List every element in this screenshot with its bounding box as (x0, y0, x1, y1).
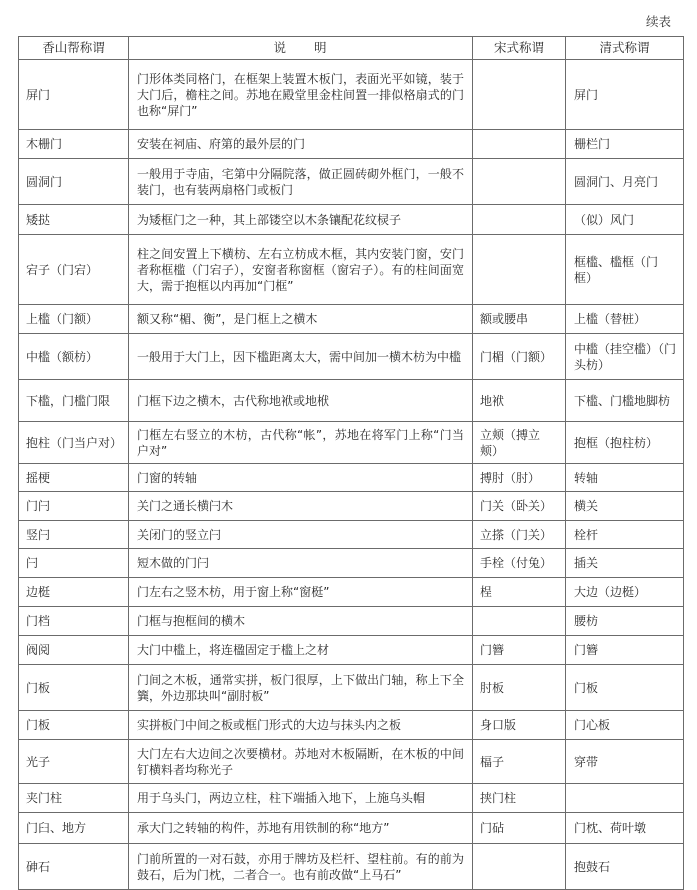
qing-term-cell: （似）风门 (566, 205, 684, 235)
xiangshan-term-cell: 矮挞 (19, 205, 129, 235)
qing-term-cell: 框槛、槛框（门框） (566, 235, 684, 305)
qing-term-cell: 栓杆 (566, 521, 684, 549)
song-term-cell: 地袱 (473, 380, 566, 422)
description-cell: 门前所置的一对石鼓，亦用于牌坊及栏杆、望柱前。有的前为鼓石，后为门枕，二者合一。也有前改做“上马石” (129, 844, 473, 890)
table-header-row (19, 37, 684, 60)
header-description: 说 明 (129, 37, 473, 60)
song-term-cell (473, 844, 566, 890)
description-cell: 一般用于寺庙，宅第中分隔院落，做正圆砖砌外框门，一般不装门，也有装两扇格门或板门 (129, 159, 473, 205)
qing-term-cell: 门心板 (566, 711, 684, 740)
song-term-cell (473, 607, 566, 636)
xiangshan-term-cell: 木栅门 (19, 130, 129, 159)
table-row (19, 813, 684, 844)
table-row (19, 844, 684, 890)
table-row (19, 549, 684, 578)
description-cell: 关闭门的竖立闩 (129, 521, 473, 549)
qing-term-cell: 中槛（挂空槛）（门头枋） (566, 334, 684, 380)
table-row (19, 464, 684, 492)
qing-term-cell: 门簪 (566, 636, 684, 665)
table-row (19, 130, 684, 159)
song-term-cell: 立颊（搏立颊） (473, 422, 566, 464)
qing-term-cell: 大边（边梃） (566, 578, 684, 607)
header-song-term: 宋式称谓 (473, 37, 566, 60)
table-row (19, 521, 684, 549)
table-row (19, 740, 684, 784)
description-cell: 门框下边之横木，古代称地袱或地栿 (129, 380, 473, 422)
song-term-cell: 挟门柱 (473, 784, 566, 813)
description-cell: 实拼板门中间之板或框门形式的大边与抹头内之板 (129, 711, 473, 740)
qing-term-cell: 腰枋 (566, 607, 684, 636)
description-cell: 额又称“楣、衡”，是门框上之横木 (129, 305, 473, 334)
description-cell: 短木做的门闩 (129, 549, 473, 578)
xiangshan-term-cell: 门板 (19, 711, 129, 740)
xiangshan-term-cell: 门闩 (19, 492, 129, 521)
qing-term-cell: 抱鼓石 (566, 844, 684, 890)
table-row (19, 334, 684, 380)
xiangshan-term-cell: 摇梗 (19, 464, 129, 492)
table-row (19, 492, 684, 521)
xiangshan-term-cell: 门臼、地方 (19, 813, 129, 844)
song-term-cell: 立搽（门关） (473, 521, 566, 549)
table-row (19, 607, 684, 636)
song-term-cell: 门砧 (473, 813, 566, 844)
description-cell: 用于乌头门，两边立柱，柱下端插入地下，上施乌头帽 (129, 784, 473, 813)
door-terminology-table (18, 36, 684, 890)
song-term-cell: 额或腰串 (473, 305, 566, 334)
description-cell: 承大门之转轴的构件，苏地有用铁制的称“地方” (129, 813, 473, 844)
description-cell: 门框左右竖立的木枋，古代称“帐”，苏地在将军门上称“门当户对” (129, 422, 473, 464)
song-term-cell: 搏肘（肘） (473, 464, 566, 492)
table-row (19, 578, 684, 607)
xiangshan-term-cell: 圆洞门 (19, 159, 129, 205)
qing-term-cell: 转轴 (566, 464, 684, 492)
description-cell: 柱之间安置上下横枋、左右立枋成木框，其内安装门窗，安门者称框槛（门宕子），安窗者称窗框（窗宕子）。有的柱间面宽大，需于抱框以内再加“门框” (129, 235, 473, 305)
table-row (19, 235, 684, 305)
xiangshan-term-cell: 闩 (19, 549, 129, 578)
song-term-cell: 门关（卧关） (473, 492, 566, 521)
header-qing-term: 清式称谓 (566, 37, 684, 60)
xiangshan-term-cell: 竖闩 (19, 521, 129, 549)
xiangshan-term-cell: 下槛，门槛门限 (19, 380, 129, 422)
table-row (19, 159, 684, 205)
description-cell: 门窗的转轴 (129, 464, 473, 492)
qing-term-cell: 横关 (566, 492, 684, 521)
song-term-cell: 身口版 (473, 711, 566, 740)
description-cell: 大门中槛上，将连楹固定于槛上之材 (129, 636, 473, 665)
qing-term-cell (566, 784, 684, 813)
song-term-cell: 手栓（付兔） (473, 549, 566, 578)
description-cell: 大门左右大边间之次要横材。苏地对木板隔断，在木板的中间钉横料者均称光子 (129, 740, 473, 784)
description-cell: 门框与抱框间的横木 (129, 607, 473, 636)
table-row (19, 422, 684, 464)
song-term-cell: 楅子 (473, 740, 566, 784)
qing-term-cell: 穿带 (566, 740, 684, 784)
table-row (19, 380, 684, 422)
qing-term-cell: 插关 (566, 549, 684, 578)
table-row (19, 636, 684, 665)
xiangshan-term-cell: 阀阅 (19, 636, 129, 665)
song-term-cell (473, 130, 566, 159)
table-row (19, 205, 684, 235)
xiangshan-term-cell: 边梃 (19, 578, 129, 607)
description-cell: 关门之通长横闩木 (129, 492, 473, 521)
qing-term-cell: 上槛（替桩） (566, 305, 684, 334)
table-row (19, 711, 684, 740)
qing-term-cell: 下槛、门槛地脚枋 (566, 380, 684, 422)
qing-term-cell: 门枕、荷叶墩 (566, 813, 684, 844)
xiangshan-term-cell: 宕子（门宕） (19, 235, 129, 305)
xiangshan-term-cell: 抱柱（门当户对） (19, 422, 129, 464)
song-term-cell: 门簪 (473, 636, 566, 665)
header-xiangshan-term: 香山帮称谓 (19, 37, 129, 60)
qing-term-cell: 门板 (566, 665, 684, 711)
continued-table-label: 续表 (645, 14, 671, 29)
table-body (19, 60, 684, 890)
table-row (19, 784, 684, 813)
song-term-cell (473, 159, 566, 205)
song-term-cell: 门楣（门额） (473, 334, 566, 380)
song-term-cell (473, 235, 566, 305)
song-term-cell (473, 205, 566, 235)
description-cell: 门左右之竖木枋，用于窗上称“窗梃” (129, 578, 473, 607)
xiangshan-term-cell: 中槛（额枋） (19, 334, 129, 380)
song-term-cell (473, 60, 566, 130)
description-cell: 为矮框门之一种，其上部镂空以木条镶配花纹棂子 (129, 205, 473, 235)
xiangshan-term-cell: 夹门柱 (19, 784, 129, 813)
song-term-cell: 桯 (473, 578, 566, 607)
xiangshan-term-cell: 门档 (19, 607, 129, 636)
description-cell: 门间之木板，通常实拼，板门很厚，上下做出门轴，称上下全簨，外边那块叫“副肘板” (129, 665, 473, 711)
description-cell: 门形体类同格门，在框架上装置木板门，表面光平如镜，装于大门后，檐柱之间。苏地在殿堂里金柱间置一排似格扇式的门也称“屏门” (129, 60, 473, 130)
table-row (19, 60, 684, 130)
description-cell: 一般用于大门上，因下槛距离太大，需中间加一横木枋为中槛 (129, 334, 473, 380)
xiangshan-term-cell: 屏门 (19, 60, 129, 130)
qing-term-cell: 圆洞门、月亮门 (566, 159, 684, 205)
song-term-cell: 肘板 (473, 665, 566, 711)
xiangshan-term-cell: 上槛（门额） (19, 305, 129, 334)
qing-term-cell: 抱框（抱柱枋） (566, 422, 684, 464)
qing-term-cell: 栅栏门 (566, 130, 684, 159)
description-cell: 安装在祠庙、府第的最外层的门 (129, 130, 473, 159)
xiangshan-term-cell: 门板 (19, 665, 129, 711)
table-row (19, 665, 684, 711)
xiangshan-term-cell: 光子 (19, 740, 129, 784)
xiangshan-term-cell: 砷石 (19, 844, 129, 890)
qing-term-cell: 屏门 (566, 60, 684, 130)
table-row (19, 305, 684, 334)
